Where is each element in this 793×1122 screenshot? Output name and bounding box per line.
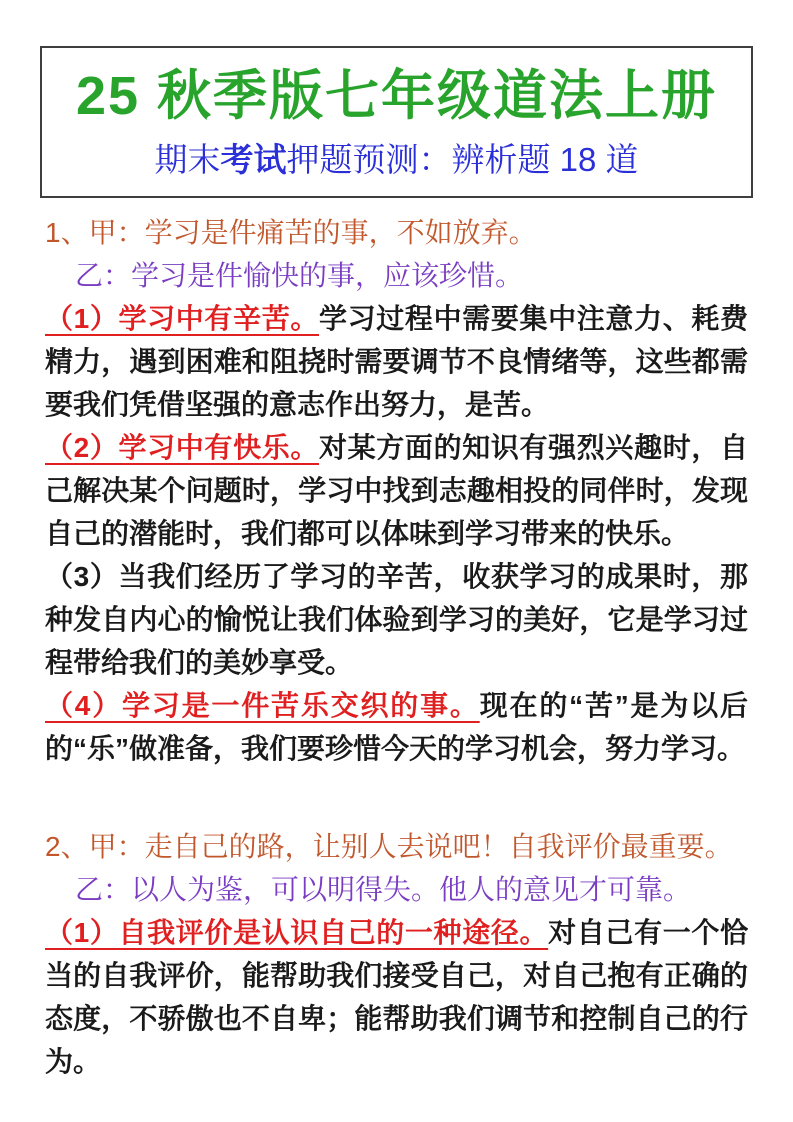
question-1-answer-2 <box>45 426 748 555</box>
answer-highlight: （4）学习是一件苦乐交织的事。 <box>45 690 480 721</box>
question-2-answer-1 <box>45 911 748 1083</box>
header-box <box>40 46 753 198</box>
question-2-speaker-b-line: 乙：以人为鉴，可以明得失。他人的意见才可靠。 <box>75 874 692 905</box>
answer-text: （3）当我们经历了学习的辛苦，收获学习的成果时，那种发自内心的愉悦让我们体验到学习的美好，它是学习过程带给我们的美妙享受。 <box>45 561 748 678</box>
answer-text: 现在的“苦”是为以后的“乐”做准备，我们要珍惜今天的学习机会，努力学习。 <box>45 690 748 764</box>
subtitle-bold-segment: 考试 <box>220 141 287 178</box>
question-1-answer-3 <box>45 555 748 684</box>
answer-text: 学习过程中需要集中注意力、耗费精力，遇到困难和阻挠时需要调节不良情绪等，这些都需要我们凭借坚强的意志作出努力，是苦。 <box>45 303 748 420</box>
subtitle-suffix: 押题预测：辨析题 18 道 <box>286 141 639 178</box>
answer-highlight: （1）自我评价是认识自己的一种途径。 <box>45 917 549 948</box>
question-2 <box>45 825 748 1083</box>
question-1-answer-1 <box>45 297 748 426</box>
question-1 <box>45 211 748 770</box>
document-body <box>45 211 748 1083</box>
page-title: 25 秋季版七年级道法上册 <box>75 66 718 126</box>
answer-text: 对某方面的知识有强烈兴趣时，自己解决某个问题时，学习中找到志趣相投的同伴时，发现自己的潜能时，我们都可以体味到学习带来的快乐。 <box>45 432 748 549</box>
answer-highlight: （1）学习中有辛苦。 <box>45 303 319 334</box>
question-1-answer-4 <box>45 684 748 770</box>
question-1-speaker-b-line: 乙：学习是件愉快的事，应该珍惜。 <box>75 260 524 291</box>
page-subtitle <box>46 140 747 180</box>
answer-highlight: （2）学习中有快乐。 <box>45 432 319 463</box>
question-1-speaker-a-line: 1、甲：学习是件痛苦的事，不如放弃。 <box>45 217 537 248</box>
question-2-speaker-a-line: 2、甲：走自己的路，让别人去说吧！自我评价最重要。 <box>45 831 733 862</box>
answer-text: 对自己有一个恰当的自我评价，能帮助我们接受自己，对自己抱有正确的态度，不骄傲也不自卑；能帮助我们调节和控制自己的行为。 <box>45 917 748 1077</box>
subtitle-prefix: 期末 <box>154 141 221 178</box>
